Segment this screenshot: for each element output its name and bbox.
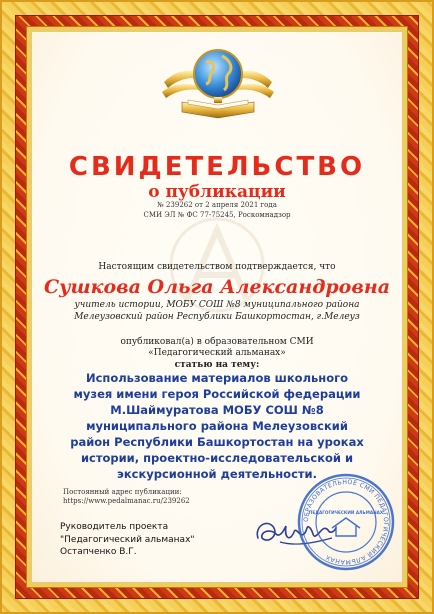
- stamp-seal-icon: [296, 472, 396, 572]
- address-label: Постоянный адрес публикации:: [63, 488, 182, 496]
- confirm-text: Настоящим свидетельством подтверждается, что: [98, 262, 336, 272]
- certificate-subtitle: о публикации: [148, 182, 286, 202]
- published-text: опубликовал(а) в образовательном СМИ: [120, 337, 314, 347]
- publication-url[interactable]: https://www.pedalmanac.ru/239262: [63, 497, 190, 505]
- stamp-outer-text: ОБРАЗОВАТЕЛЬНОЕ СМИ ПЕДАГОГИЧЕСКИЙ АЛЬМАНАХ: [302, 478, 390, 566]
- article-topic: Использование материалов школьного музея имени героя Российской федерации М.Шаймуратова МОБУ СОШ №8 муниципального района Мелеузовский район Республики Башкортостан на уроках истории, проектно-исследовательской и экскурсионной деятельности.: [70, 371, 364, 481]
- media-license: СМИ ЭЛ № ФС 77-75245, Роскомнадзор: [143, 211, 291, 219]
- stamp-center-text: ПЕДАГОГИЧЕСКИЙ АЛЬМАНАХ: [308, 510, 384, 515]
- recipient-name: Сушкова Ольга Александровна: [44, 276, 390, 298]
- topic-label: статью на тему:: [174, 360, 260, 370]
- recipient-position-line1: учитель истории, МОБУ СОШ №8 муниципального района: [74, 300, 360, 310]
- leader-title: Руководитель проекта: [60, 522, 169, 532]
- media-name: «Педагогический альманах»: [148, 348, 286, 358]
- certificate-title: СВИДЕТЕЛЬСТВО: [68, 152, 366, 182]
- leader-project: "Педагогический альманах": [60, 535, 195, 545]
- registration-number: № 239262 от 2 апреля 2021 года: [157, 201, 277, 209]
- globe-book-emblem-icon: [160, 42, 276, 120]
- leader-name: Остапченко В.Г.: [60, 547, 137, 557]
- recipient-position-line2: Мелеузовский район Республики Башкортостан, г.Мелеуз: [74, 312, 360, 322]
